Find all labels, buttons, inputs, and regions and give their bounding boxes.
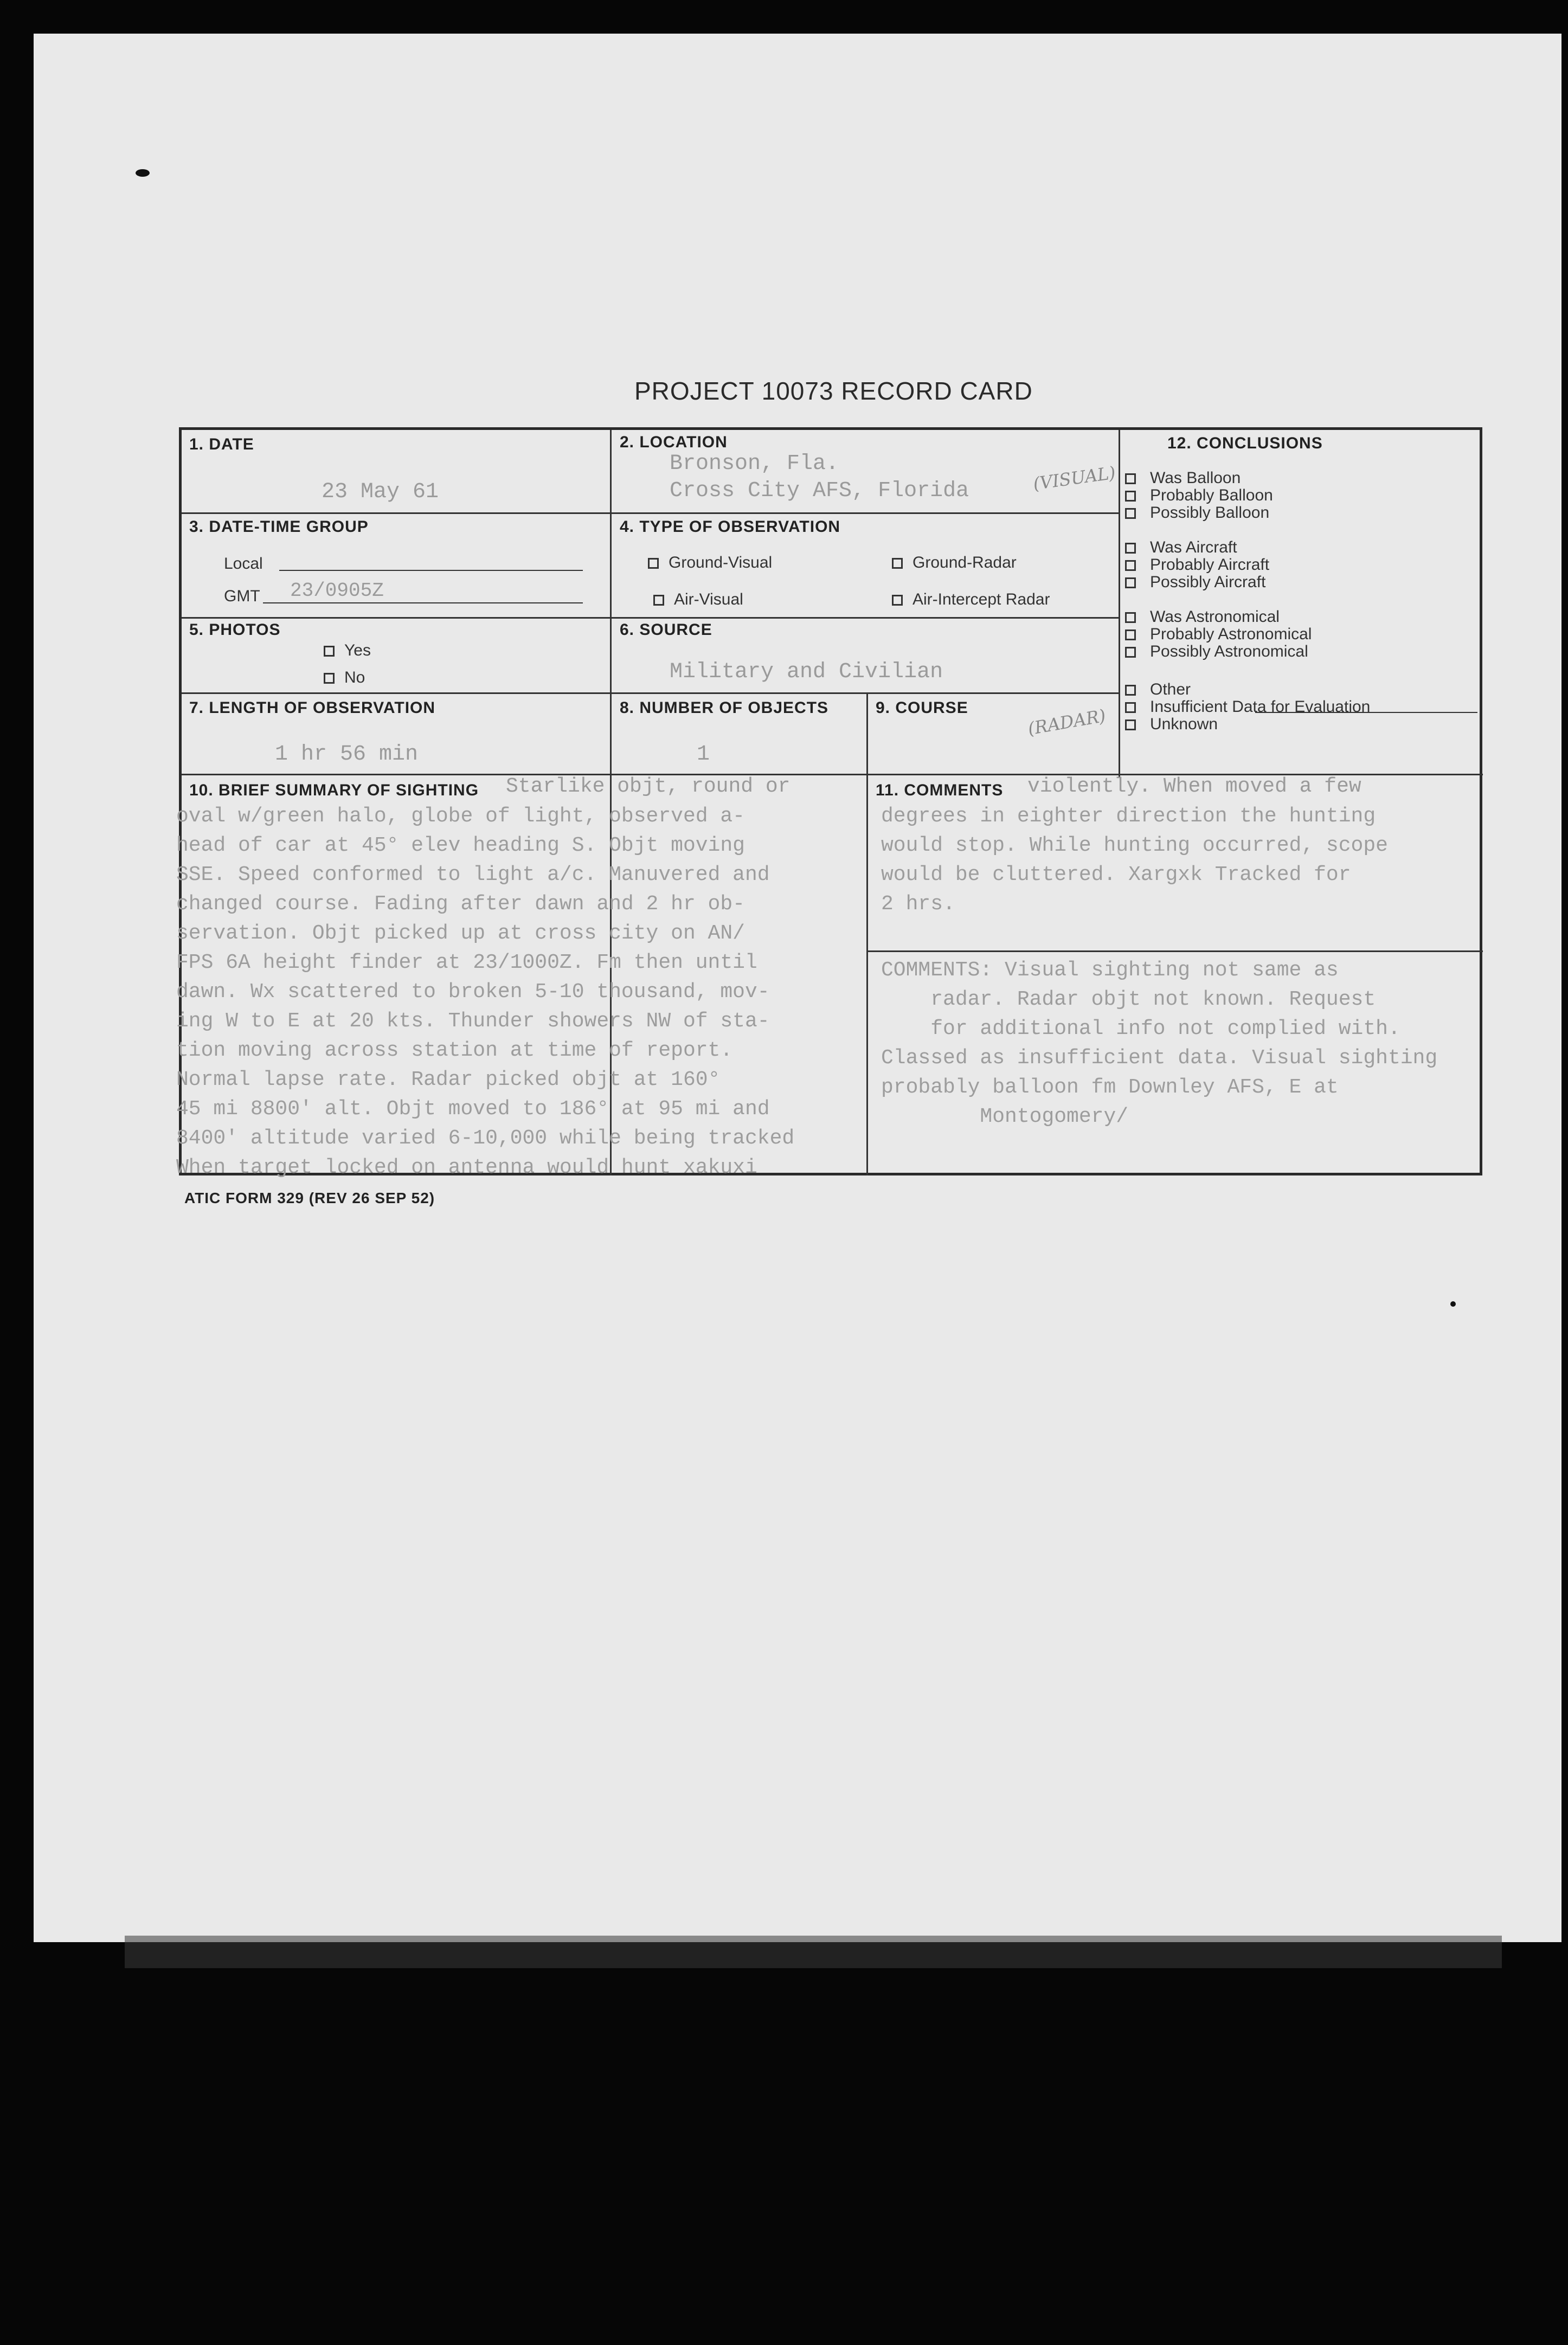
photos-yes-label: Yes xyxy=(344,641,371,659)
typed-line: servation. Objt picked up at cross city on AN/ xyxy=(176,922,745,945)
checkbox-box[interactable] xyxy=(1125,629,1136,640)
typed-line: tion moving across station at time of report. xyxy=(176,1039,733,1062)
typed-line: would stop. While hunting occurred, scope xyxy=(881,834,1388,857)
paper-edge-shadow xyxy=(125,1936,1502,1968)
typed-line: Classed as insufficient data. Visual sighting xyxy=(881,1046,1438,1070)
conclusion-label: Was Astronomical xyxy=(1150,608,1280,626)
checkbox-box[interactable] xyxy=(324,673,335,684)
summary-first-line: Starlike objt, round or xyxy=(506,775,791,798)
typed-line: head of car at 45° elev heading S. Objt moving xyxy=(176,834,745,857)
divider xyxy=(866,692,868,774)
conclusion-label: Possibly Aircraft xyxy=(1150,573,1266,591)
checkbox-box[interactable] xyxy=(653,595,664,606)
typed-line: for additional info not complied with. xyxy=(881,1017,1400,1040)
typed-line: Normal lapse rate. Radar picked objt at 160° xyxy=(176,1068,721,1091)
divider xyxy=(868,950,1483,952)
objects-value: 1 xyxy=(697,742,710,767)
checkbox-box[interactable] xyxy=(1125,647,1136,658)
film-speck xyxy=(1450,1301,1456,1307)
checkbox-box[interactable] xyxy=(1125,473,1136,484)
checkbox-box[interactable] xyxy=(1125,685,1136,696)
checkbox-box[interactable] xyxy=(1125,612,1136,623)
ground-visual-checkbox[interactable] xyxy=(648,554,772,572)
conclusion-item[interactable] xyxy=(1125,469,1241,487)
comments-notes xyxy=(881,956,1437,1132)
divider xyxy=(866,774,868,1175)
record-card xyxy=(176,427,1482,1179)
gmt-blank-line xyxy=(263,602,583,603)
air-intercept-label: Air-Intercept Radar xyxy=(912,590,1050,608)
conclusion-label: Probably Balloon xyxy=(1150,486,1273,504)
typed-line: would be cluttered. Xargxk Tracked for xyxy=(881,863,1351,886)
summary-text xyxy=(176,802,794,1183)
typed-line: 8400' altitude varied 6-10,000 while being tracked xyxy=(176,1127,795,1150)
typed-line: 45 mi 8800' alt. Objt moved to 186° at 95 mi and xyxy=(176,1097,770,1121)
air-intercept-checkbox[interactable] xyxy=(892,590,1050,609)
conclusion-label: Probably Astronomical xyxy=(1150,625,1312,643)
conclusion-item[interactable] xyxy=(1125,698,1370,716)
checkbox-box[interactable] xyxy=(1125,560,1136,571)
conclusion-label: Was Aircraft xyxy=(1150,538,1237,556)
conclusion-item[interactable] xyxy=(1125,608,1280,626)
dtg-label: 3. DATE-TIME GROUP xyxy=(189,518,369,536)
ground-radar-label: Ground-Radar xyxy=(912,554,1017,571)
checkbox-box[interactable] xyxy=(324,646,335,657)
conclusion-item[interactable] xyxy=(1125,625,1312,644)
typed-line: radar. Radar objt not known. Request xyxy=(881,988,1376,1011)
air-visual-label: Air-Visual xyxy=(674,590,743,608)
air-visual-checkbox[interactable] xyxy=(653,590,743,609)
checkbox-box[interactable] xyxy=(1125,577,1136,588)
conclusion-label: Possibly Astronomical xyxy=(1150,643,1308,660)
checkbox-box[interactable] xyxy=(1125,702,1136,713)
checkbox-box[interactable] xyxy=(1125,508,1136,519)
conclusion-label: Unknown xyxy=(1150,715,1218,733)
film-speck xyxy=(136,169,150,177)
typed-line: degrees in eighter direction the hunting xyxy=(881,805,1376,828)
photos-yes-checkbox[interactable] xyxy=(324,641,371,660)
location-label: 2. LOCATION xyxy=(620,433,728,451)
date-value: 23 May 61 xyxy=(322,480,439,504)
local-blank-line xyxy=(279,570,583,571)
location-line1: Bronson, Fla. xyxy=(670,452,839,476)
card-title: PROJECT 10073 RECORD CARD xyxy=(634,377,1033,405)
checkbox-box[interactable] xyxy=(648,558,659,569)
ground-visual-label: Ground-Visual xyxy=(669,554,773,571)
photos-no-label: No xyxy=(344,669,365,686)
typed-line: 2 hrs. xyxy=(881,892,955,916)
location-line2: Cross City AFS, Florida xyxy=(670,479,969,503)
length-value: 1 hr 56 min xyxy=(275,742,419,767)
divider xyxy=(182,617,1119,619)
typed-line: dawn. Wx scattered to broken 5-10 thousand, mov- xyxy=(176,980,770,1004)
conclusions-label: 12. CONCLUSIONS xyxy=(1167,434,1323,452)
conclusion-item[interactable] xyxy=(1125,715,1218,734)
divider xyxy=(182,512,1119,514)
checkbox-box[interactable] xyxy=(1125,543,1136,554)
conclusion-item[interactable] xyxy=(1125,680,1191,699)
conclusion-label: Insufficient Data for Evaluation xyxy=(1150,698,1371,716)
course-label: 9. COURSE xyxy=(876,699,968,717)
divider xyxy=(1119,430,1120,777)
dtg-gmt-value: 23/0905Z xyxy=(290,580,384,602)
typed-line: When target locked on antenna would hunt xakuxi xyxy=(176,1156,757,1179)
conclusion-item[interactable] xyxy=(1125,486,1273,505)
conclusion-item[interactable] xyxy=(1125,504,1269,522)
typed-line: FPS 6A height finder at 23/1000Z. Fm then until xyxy=(176,951,757,974)
length-label: 7. LENGTH OF OBSERVATION xyxy=(189,699,436,717)
objects-label: 8. NUMBER OF OBJECTS xyxy=(620,699,829,717)
ground-radar-checkbox[interactable] xyxy=(892,554,1017,572)
form-footer: ATIC FORM 329 (REV 26 SEP 52) xyxy=(184,1190,435,1206)
conclusion-label: Possibly Balloon xyxy=(1150,504,1270,522)
comments-text xyxy=(881,802,1388,919)
typed-line: oval w/green halo, globe of light, observed a- xyxy=(176,805,745,828)
conclusion-item[interactable] xyxy=(1125,538,1237,557)
photos-no-checkbox[interactable] xyxy=(324,669,365,687)
conclusion-label: Probably Aircraft xyxy=(1150,556,1270,574)
typed-line: Montogomery/ xyxy=(881,1105,1129,1128)
dtg-gmt-label: GMT xyxy=(224,587,260,605)
date-label: 1. DATE xyxy=(189,435,254,453)
typed-line: ing W to E at 20 kts. Thunder showers NW of sta- xyxy=(176,1010,770,1033)
conclusion-item[interactable] xyxy=(1125,556,1269,574)
divider xyxy=(182,692,1119,694)
conclusion-item[interactable] xyxy=(1125,643,1308,661)
photos-label: 5. PHOTOS xyxy=(189,621,281,639)
typed-line: probably balloon fm Downley AFS, E at xyxy=(881,1076,1339,1099)
source-label: 6. SOURCE xyxy=(620,621,712,639)
location-handnote: (VISUAL) xyxy=(1032,462,1117,494)
checkbox-box[interactable] xyxy=(1125,719,1136,730)
checkbox-box[interactable] xyxy=(892,595,903,606)
summary-label: 10. BRIEF SUMMARY OF SIGHTING xyxy=(189,781,479,799)
conclusion-item[interactable] xyxy=(1125,573,1265,592)
checkbox-box[interactable] xyxy=(892,558,903,569)
typed-line: COMMENTS: Visual sighting not same as xyxy=(881,959,1339,982)
comments-label: 11. COMMENTS xyxy=(876,781,1004,799)
checkbox-box[interactable] xyxy=(1125,491,1136,502)
type-label: 4. TYPE OF OBSERVATION xyxy=(620,518,841,536)
conclusion-label: Was Balloon xyxy=(1150,469,1241,487)
dtg-local-label: Local xyxy=(224,555,263,573)
course-handnote: (RADAR) xyxy=(1026,705,1108,740)
source-value: Military and Civilian xyxy=(670,660,943,684)
typed-line: SSE. Speed conformed to light a/c. Manuvered and xyxy=(176,863,770,886)
conclusion-label: Other xyxy=(1150,680,1191,698)
typed-line: changed course. Fading after dawn and 2 hr ob- xyxy=(176,892,745,916)
comments-first-line: violently. When moved a few xyxy=(1027,775,1361,798)
